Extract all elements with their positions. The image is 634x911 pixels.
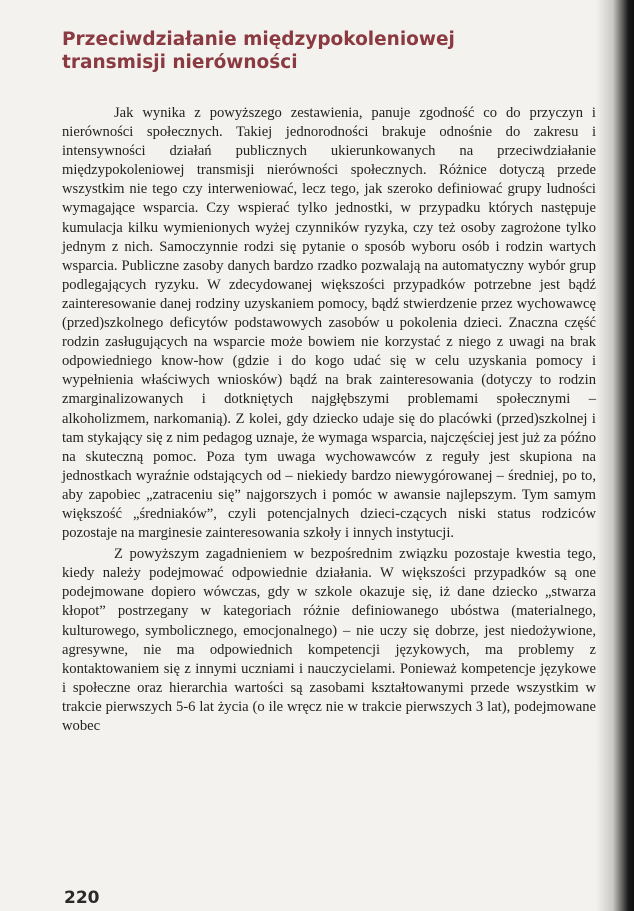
page-number: 220: [64, 888, 100, 908]
paragraph: Jak wynika z powyższego zestawienia, panuje zgodność co do przyczyn i nierówności społecznych. Takiej jednorodności brakuje odnośnie do zakresu i intensywności działań publicznych ukierunkowanych na przeciwdziałanie międzypokoleniowej transmisji nierówności społecznych. Różnice dotyczą przede wszystkim nie tego czy interweniować, lecz tego, jak szeroko definiować grupy ludności wymagające wsparcia. Czy wspierać tylko jednostki, w przypadku których następuje kumulacja kilku wymienionych wyżej czynników ryzyka, czy też osoby zagrożone tylko jednym z nich. Samoczynnie rodzi się pytanie o sposób wyboru osób i rodzin wartych wsparcia. Publiczne zasoby danych bardzo rzadko pozwalają na automatyczny wybór grup podlegających ryzyku. W zdecydowanej większości przypadków potrzebne jest bądź zainteresowanie danej rodziny uzyskaniem pomocy, bądź stwierdzenie przez wychowawcę (przed)szkolnego deficytów podstawowych zasobów u pokolenia dzieci. Znaczna część rodzin zasługujących na wsparcie może bowiem nie korzystać z niego z uwagi na brak odpowiedniego know-how (gdzie i do kogo udać się w celu uzyskania pomocy i wypełnienia właściwych wniosków) bądź na brak zainteresowania (dotyczy to rodzin zmarginalizowanych i dotkniętych najgłębszymi problemami społecznymi – alkoholizmem, narkomanią). Z kolei, gdy dziecko udaje się do placówki (przed)szkolnej i tam stykający się z nim pedagog uznaje, że wymaga wsparcia, najczęściej jest już za późno na skuteczną pomoc. Poza tym uwaga wychowawców z reguły jest skupiona na jednostkach wyraźnie odstających od – niekiedy bardzo niewygórowanej – średniej, po to, aby zapobiec „zatraceniu się” najgorszych i pomóc w awansie najlepszym. Tym samym większość „średniaków”, czyli potencjalnych dzieci-czących niski status rodziców pozostaje na marginesie zainteresowania szkoły i innych instytucji.: [62, 105, 596, 542]
paragraph: Z powyższym zagadnieniem w bezpośrednim związku pozostaje kwestia tego, kiedy należy podejmować odpowiednie działania. W większości przypadków są one podejmowane dopiero wówczas, gdy w szkole okazuje się, iż dane dziecko „stwarza kłopot” postrzegany w kategoriach różnie definiowanego ubóstwa (materialnego, kulturowego, symbolicznego, emocjonalnego) – nie uczy się dobrze, jest niedożywione, agresywne, nie ma odpowiednich kompetencji językowych, ma problemy z kontaktowaniem się z innymi uczniami i nauczycielami. Ponieważ kompetencje językowe i społeczne oraz hierarchia wartości są zasobami kształtowanymi przede wszystkim w trakcie pierwszych 5-6 lat życia (o ile wręcz nie w trakcie pierwszych 3 lat), podejmowane wobec: [62, 546, 596, 734]
page-binding-shadow: [596, 0, 634, 911]
section-title: Przeciwdziałanie międzypokoleniowej transmisji nierówności: [62, 29, 455, 73]
body-text: [62, 104, 596, 736]
